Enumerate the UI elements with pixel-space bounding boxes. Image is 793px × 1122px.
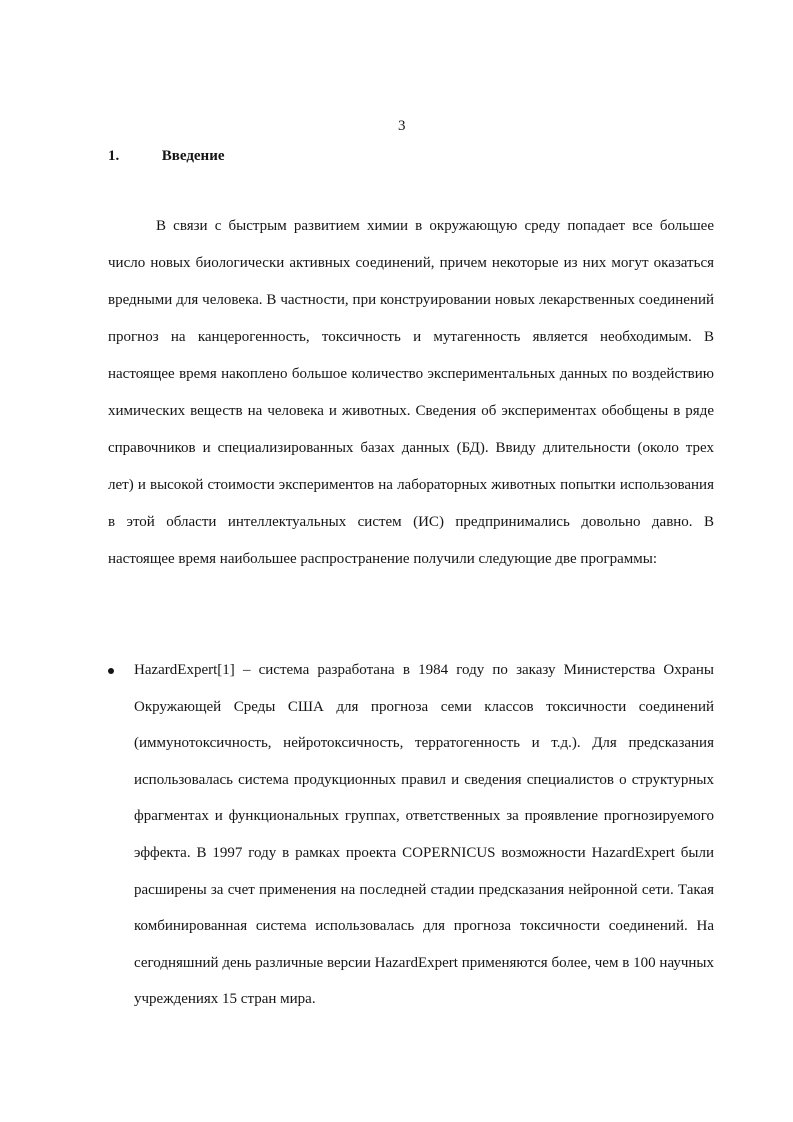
list-item (108, 652, 714, 1018)
list-item-text: HazardExpert[1] – система разработана в 1984 году по заказу Министерства Охраны Окружающей Среды США для прогноза семи классов токсичности соединений (иммунотоксичность, нейротоксичность, терратогенность и т.д.). Для предсказания использовалась система продукционных правил и сведения специалистов о структурных фрагментах и функциональных группах, ответственных за проявление прогнозируемого эффекта. В 1997 году в рамках проекта COPERNICUS возможности HazardExpert были расширены за счет применения на последней стадии предсказания нейронной сети. Такая комбинированная система использовалась для прогноза токсичности соединений. На сегодняшний день различные версии HazardExpert применяются более, чем в 100 научных учреждениях 15 стран мира. (134, 662, 714, 1008)
section-title: Введение (161, 148, 225, 164)
section-number: 1. (108, 148, 120, 164)
section-heading (108, 148, 225, 165)
bullet-list (108, 652, 714, 1018)
intro-paragraph: В связи с быстрым развитием химии в окружающую среду попадает все большее число новых биологически активных соединений, причем некоторые из них могут оказаться вредными для человека. В частности, при конструировании новых лекарственных соединений прогноз на канцерогенность, токсичность и мутагенность является необходимым. В настоящее время накоплено большое количество экспериментальных данных по воздействию химических веществ на человека и животных. Сведения об экспериментах обобщены в ряде справочников и специализированных базах данных (БД). Ввиду длительности (около трех лет) и высокой стоимости экспериментов на лабораторных животных попытки использования в этой области интеллектуальных систем (ИС) предпринимались довольно давно. В настоящее время наибольшее распространение получили следующие две программы: (108, 218, 714, 567)
bullet-dot-icon (108, 668, 114, 674)
page-number: 3 (398, 118, 406, 134)
